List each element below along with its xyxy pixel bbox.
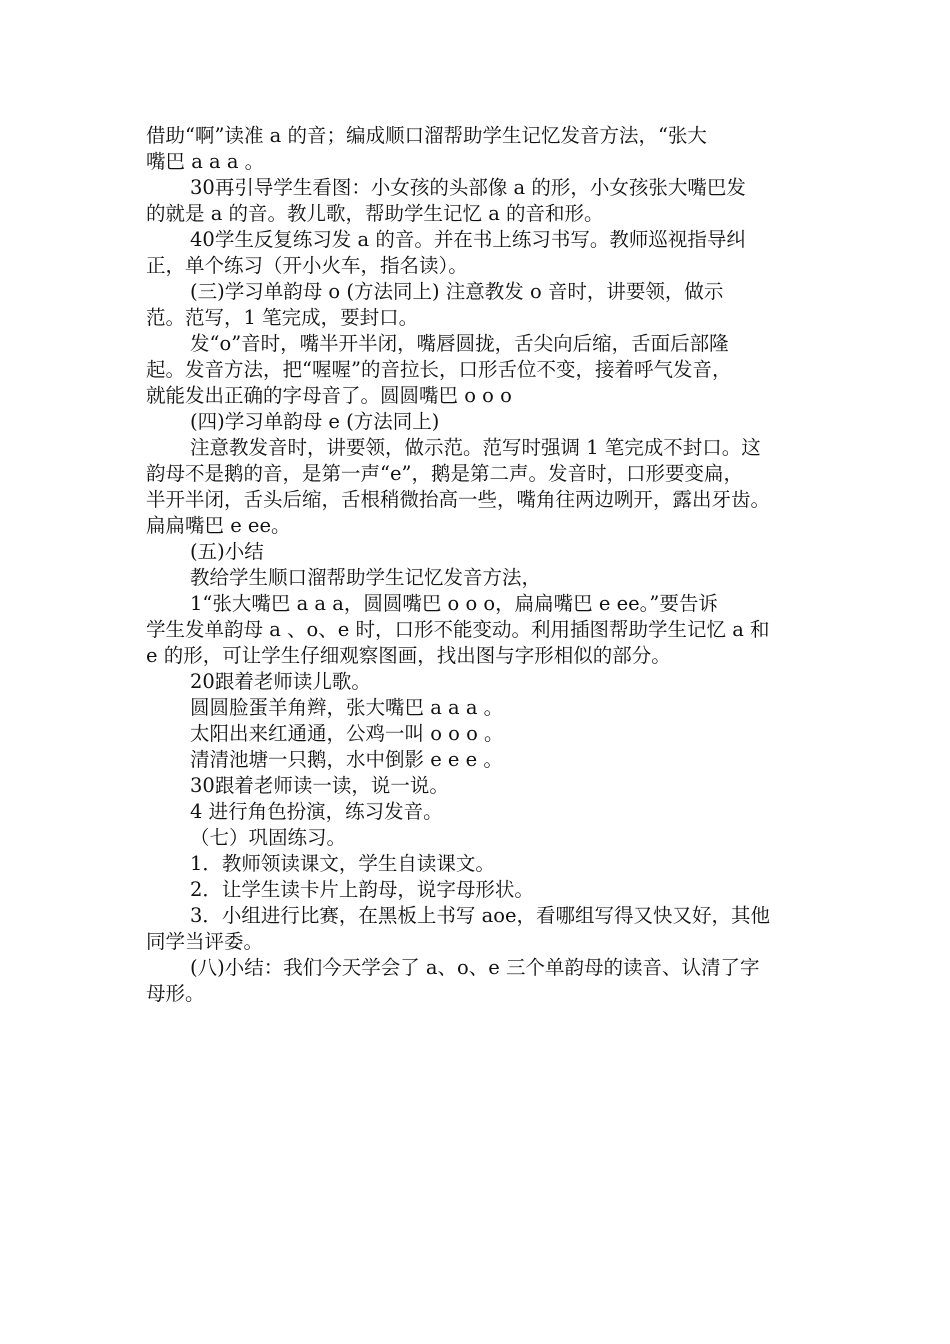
text-line: 30再引导学生看图：小女孩的头部像 a 的形，小女孩张大嘴巴发	[190, 176, 746, 199]
text-line: 20跟着老师读儿歌。	[190, 670, 371, 693]
text-line: (五)小结	[190, 540, 264, 563]
text-line: 同学当评委。	[146, 930, 264, 953]
text-line: 清清池塘一只鹅，水中倒影 e e e 。	[190, 748, 503, 771]
text-line: 太阳出来红通通，公鸡一叫 o o o 。	[190, 722, 504, 745]
text-line: 2．让学生读卡片上韵母，说字母形状。	[190, 878, 534, 901]
text-line: 学生发单韵母 a 、o、e 时，口形不能变动。利用插图帮助学生记忆 a 和	[146, 618, 770, 641]
text-line: 3．小组进行比赛，在黑板上书写 aoe，看哪组写得又快又好，其他	[190, 904, 771, 927]
text-line: 1．教师领读课文，学生自读课文。	[190, 852, 495, 875]
text-line: 就能发出正确的字母音了。圆圆嘴巴 o o o	[146, 384, 512, 407]
text-line: 扁扁嘴巴 e ee。	[146, 514, 291, 537]
text-line: (八)小结：我们今天学会了 a、o、e 三个单韵母的读音、认清了字	[190, 956, 760, 979]
text-line: 嘴巴 a a a 。	[146, 150, 265, 173]
text-line: 1“张大嘴巴 a a a，圆圆嘴巴 o o o，扁扁嘴巴 e ee。”要告诉	[190, 592, 718, 615]
text-line: 注意教发音时，讲要领，做示范。范写时强调 1 笔完成不封口。这	[190, 436, 761, 459]
text-line: 范。范写，1 笔完成，要封口。	[146, 306, 419, 329]
text-line: 40学生反复练习发 a 的音。并在书上练习书写。教师巡视指导纠	[190, 228, 746, 251]
text-line: 借助“啊”读准 a 的音；编成顺口溜帮助学生记忆发音方法，“张大	[146, 124, 707, 147]
text-line: 韵母不是鹅的音，是第一声“e”，鹅是第二声。发音时，口形要变扁，	[146, 462, 743, 485]
text-line: (三)学习单韵母 o (方法同上) 注意教发 o 音时，讲要领，做示	[190, 280, 724, 303]
text-line: 圆圆脸蛋羊角辫，张大嘴巴 a a a 。	[190, 696, 504, 719]
text-line: （七）巩固练习。	[190, 826, 347, 849]
text-line: 正，单个练习（开小火车，指名读）。	[146, 254, 468, 277]
text-line: 半开半闭，舌头后缩，舌根稍微抬高一些，嘴角往两边咧开，露出牙齿。	[146, 488, 771, 511]
text-line: 母形。	[146, 982, 205, 1005]
text-line: 起。发音方法，把“喔喔”的音拉长，口形舌位不变，接着呼气发音，	[146, 358, 732, 381]
text-line: 发“o”音时，嘴半开半闭，嘴唇圆拢，舌尖向后缩，舌面后部隆	[190, 332, 729, 355]
text-line: 教给学生顺口溜帮助学生记忆发音方法，	[190, 566, 542, 589]
text-line: 30跟着老师读一读，说一说。	[190, 774, 449, 797]
text-line: (四)学习单韵母 e (方法同上)	[190, 410, 440, 433]
text-line: 4 进行角色扮演，练习发音。	[190, 800, 443, 823]
text-line: 的就是 a 的音。教儿歌，帮助学生记忆 a 的音和形。	[146, 202, 604, 225]
text-line: e 的形，可让学生仔细观察图画，找出图与字形相似的部分。	[146, 644, 671, 667]
